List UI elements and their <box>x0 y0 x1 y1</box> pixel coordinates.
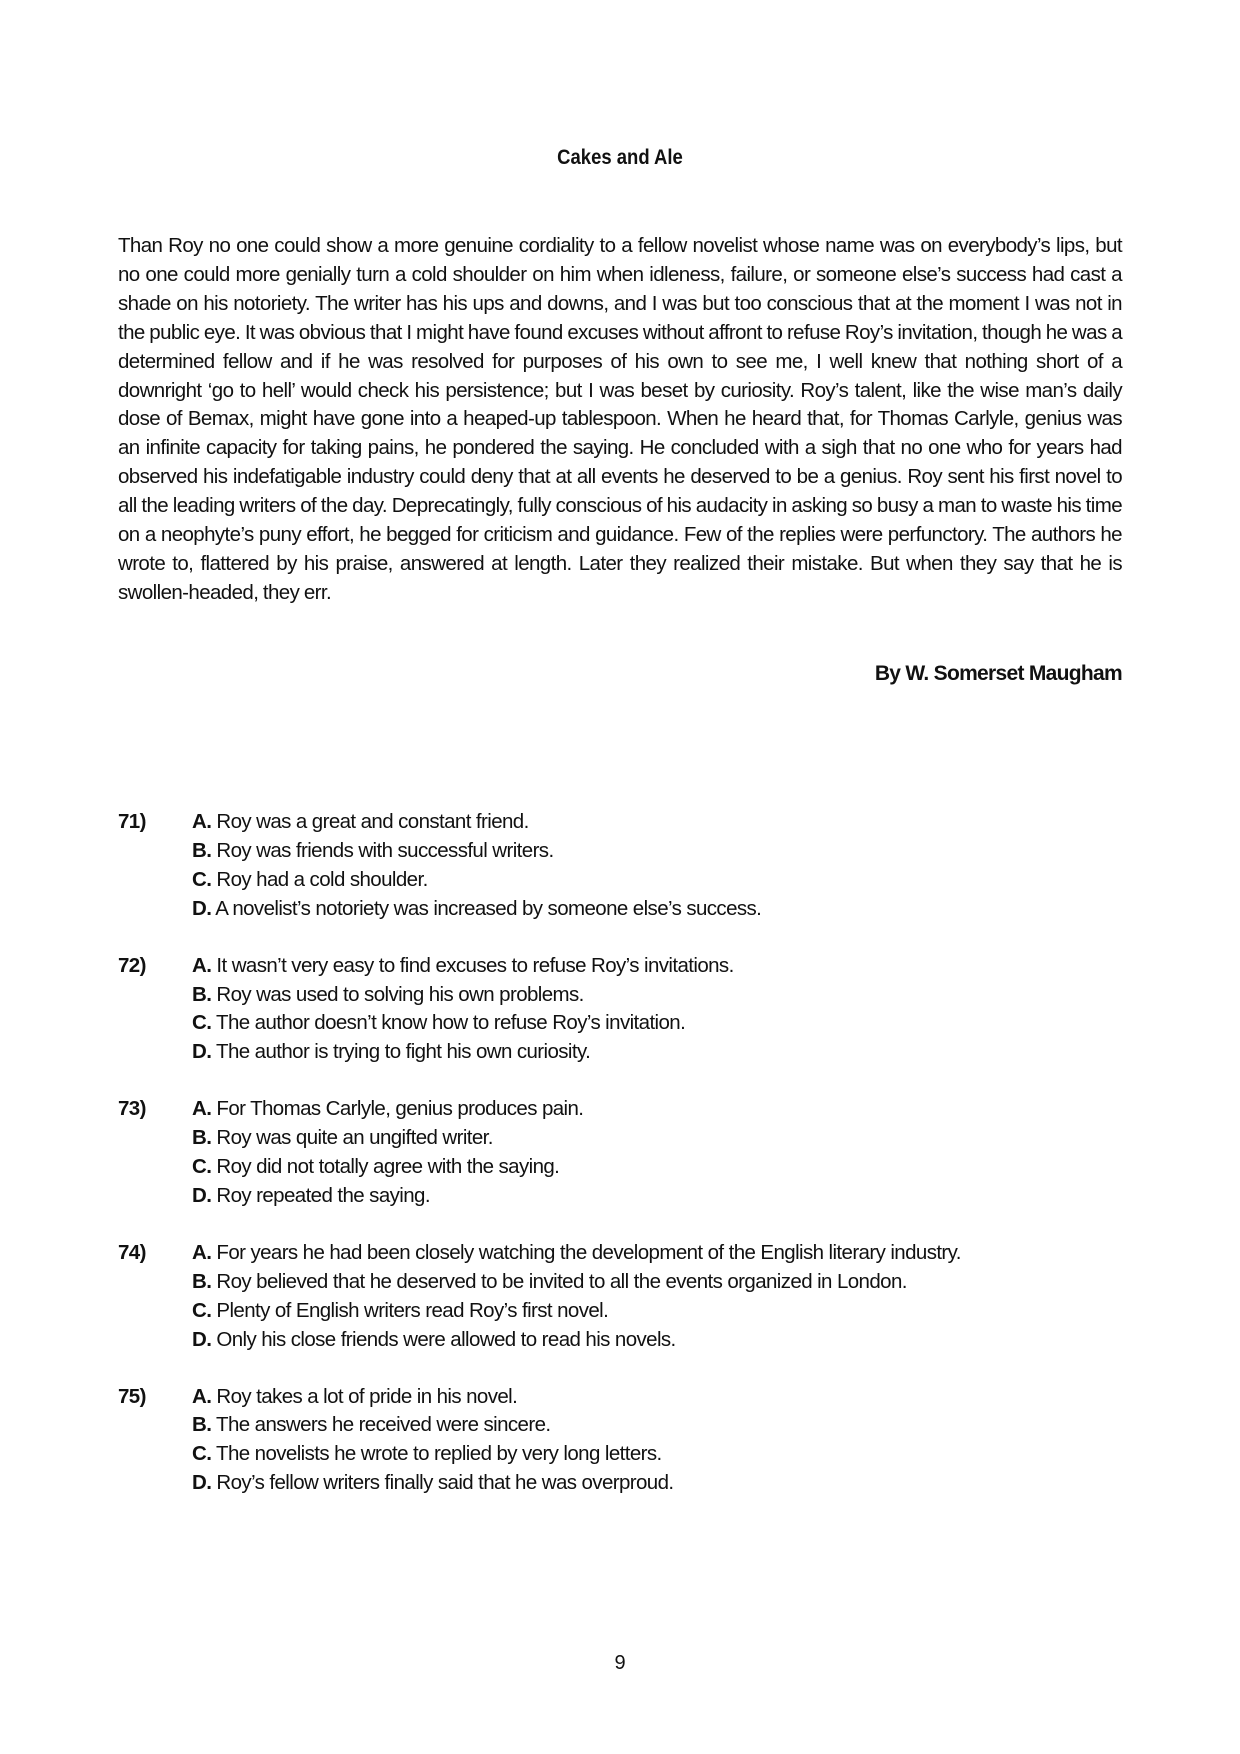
question-71 <box>118 808 1122 924</box>
option-text: Plenty of English writers read Roy’s first novel. <box>211 1298 609 1322</box>
option-text: Roy had a cold shoulder. <box>211 867 428 891</box>
option-a <box>192 1383 1122 1412</box>
option-list <box>192 1095 1122 1211</box>
option-letter: D. <box>192 1327 212 1351</box>
question-number: 72) <box>118 953 146 977</box>
passage-text: Than Roy no one could show a more genuine cordiality to a fellow novelist whose name was on everybody’s lips, but no one could more genially turn a cold shoulder on him when idleness, failure, or someone else’s success had cast a shade on his notoriety. The writer has his ups and downs, and I was but too conscious that at the moment I was not in the public eye. It was obvious that I might have found excuses without affront to refuse Roy’s invitation, though he was a determined fellow and if he was resolved for purposes of his own to see me, I well knew that nothing short of a downright ‘go to hell’ would check his persistence; but I was beset by curiosity. Roy’s talent, like the wise man’s daily dose of Bemax, might have gone into a heaped-up tablespoon. When he heard that, for Thomas Carlyle, genius was an infinite capacity for taking pains, he pondered the saying. He concluded with a sigh that no one who for years had observed his indefatigable industry could deny that at all events he deserved to be a genius. Roy sent his first novel to all the leading writers of the day. Deprecatingly, fully conscious of his audacity in asking so busy a man to waste his time on a neophyte’s puny effort, he begged for criticism and guidance. Few of the replies were perfunctory. The authors he wrote to, flattered by his praise, answered at length. Later they realized their mistake. But when they say that he is swollen-headed, they err. <box>118 234 1122 604</box>
option-d <box>192 1182 1122 1211</box>
option-text: Roy’s fellow writers finally said that he was overproud. <box>211 1471 674 1495</box>
option-c <box>192 1440 1122 1469</box>
question-list <box>118 808 1122 1526</box>
option-letter: A. <box>192 1240 212 1264</box>
option-letter: C. <box>192 867 212 891</box>
option-list <box>192 808 1122 924</box>
option-list <box>192 952 1122 1068</box>
option-letter: B. <box>192 982 212 1006</box>
option-c <box>192 1297 1122 1326</box>
question-72 <box>118 952 1122 1068</box>
option-text: Roy was quite an ungifted writer. <box>211 1126 493 1150</box>
option-letter: B. <box>192 1126 212 1150</box>
option-list <box>192 1239 1122 1355</box>
option-text: Only his close friends were allowed to read his novels. <box>211 1327 676 1351</box>
option-letter: B. <box>192 838 212 862</box>
option-letter: C. <box>192 1155 212 1179</box>
option-text: A novelist’s notoriety was increased by someone else’s success. <box>211 896 762 920</box>
option-text: Roy believed that he deserved to be invited to all the events organized in London. <box>211 1269 907 1293</box>
option-a <box>192 1095 1122 1124</box>
option-text: Roy repeated the saying. <box>211 1183 430 1207</box>
option-letter: B. <box>192 1413 212 1437</box>
option-text: Roy did not totally agree with the saying. <box>211 1155 560 1179</box>
option-text: The author is trying to fight his own curiosity. <box>211 1040 591 1064</box>
option-text: For Thomas Carlyle, genius produces pain. <box>211 1097 584 1121</box>
option-letter: B. <box>192 1269 212 1293</box>
option-letter: D. <box>192 1471 212 1495</box>
option-letter: C. <box>192 1298 212 1322</box>
option-c <box>192 866 1122 895</box>
option-b <box>192 837 1122 866</box>
option-text: Roy was used to solving his own problems. <box>211 982 584 1006</box>
option-d <box>192 1038 1122 1067</box>
option-d <box>192 1326 1122 1355</box>
option-a <box>192 808 1122 837</box>
question-75 <box>118 1383 1122 1499</box>
option-letter: A. <box>192 1097 212 1121</box>
question-74 <box>118 1239 1122 1355</box>
option-a <box>192 1239 1122 1268</box>
option-letter: C. <box>192 1442 212 1466</box>
question-number: 74) <box>118 1240 146 1264</box>
question-number: 71) <box>118 810 146 833</box>
option-letter: A. <box>192 953 212 977</box>
option-text: Roy was a great and constant friend. <box>211 810 529 833</box>
page-number: 9 <box>614 1652 626 1674</box>
option-text: The novelists he wrote to replied by very long letters. <box>211 1442 662 1466</box>
option-b <box>192 1124 1122 1153</box>
option-letter: D. <box>192 896 212 920</box>
passage-author: By W. Somerset Maugham <box>874 662 1122 685</box>
option-b <box>192 981 1122 1010</box>
option-a <box>192 952 1122 981</box>
option-letter: A. <box>192 810 212 833</box>
option-text: For years he had been closely watching the development of the English literary industry. <box>211 1240 961 1264</box>
option-letter: D. <box>192 1183 212 1207</box>
option-d <box>192 895 1122 924</box>
option-c <box>192 1153 1122 1182</box>
option-letter: A. <box>192 1384 212 1408</box>
question-number: 73) <box>118 1097 146 1121</box>
option-d <box>192 1469 1122 1498</box>
option-text: The author doesn’t know how to refuse Roy’s invitation. <box>211 1011 686 1035</box>
option-letter: C. <box>192 1011 212 1035</box>
option-b <box>192 1268 1122 1297</box>
question-number: 75) <box>118 1384 146 1408</box>
question-73 <box>118 1095 1122 1211</box>
option-c <box>192 1009 1122 1038</box>
option-text: Roy was friends with successful writers. <box>211 838 554 862</box>
passage-title: Cakes and Ale <box>557 146 683 169</box>
option-text: It wasn’t very easy to find excuses to refuse Roy’s invitations. <box>211 953 734 977</box>
option-text: The answers he received were sincere. <box>211 1413 551 1437</box>
option-text: Roy takes a lot of pride in his novel. <box>211 1384 518 1408</box>
option-list <box>192 1383 1122 1499</box>
option-b <box>192 1411 1122 1440</box>
option-letter: D. <box>192 1040 212 1064</box>
